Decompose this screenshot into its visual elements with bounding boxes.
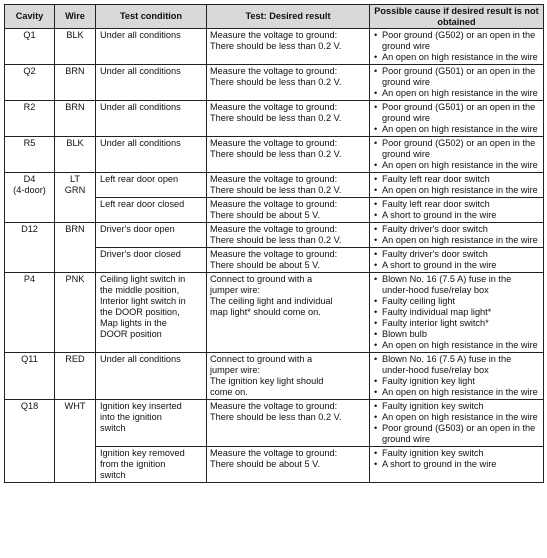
possible-cause-cell <box>370 137 544 173</box>
wire-cell <box>55 273 96 353</box>
result-text: There should be less than 0.2 V. <box>210 235 342 245</box>
cause-item: • Faulty interior light switch* <box>373 318 540 329</box>
cavity-text: D12 <box>21 224 38 234</box>
cause-item: • An open on high resistance in the wire <box>373 387 540 398</box>
cause-item: • Blown No. 16 (7.5 A) fuse in the under-hood fuse/relay box <box>373 274 540 296</box>
header-row <box>5 5 544 29</box>
test-condition-cell <box>96 29 207 65</box>
result-text: jumper wire: <box>210 285 261 295</box>
result-text: There should be about 5 V. <box>210 459 320 469</box>
table-row <box>5 173 544 198</box>
condition-text: Map lights in the <box>100 318 167 328</box>
test-condition-cell <box>96 400 207 447</box>
cause-item: • Faulty left rear door switch <box>373 174 540 185</box>
result-text: Connect to ground with a <box>210 274 313 284</box>
desired-result-cell <box>207 173 370 198</box>
wire-cell <box>55 173 96 223</box>
possible-cause-cell <box>370 173 544 198</box>
cavity-cell <box>5 101 55 137</box>
possible-cause-cell <box>370 101 544 137</box>
result-text: Measure the voltage to ground: <box>210 199 338 209</box>
cause-item: • An open on high resistance in the wire <box>373 340 540 351</box>
wire-cell <box>55 353 96 400</box>
result-text: There should be less than 0.2 V. <box>210 77 342 87</box>
possible-cause-cell <box>370 273 544 353</box>
desired-result-cell <box>207 353 370 400</box>
cause-item: • Faulty ceiling light <box>373 296 540 307</box>
condition-text: Ignition key removed <box>100 448 185 458</box>
desired-result-cell <box>207 400 370 447</box>
result-text: map light* should come on. <box>210 307 321 317</box>
wire-text: GRN <box>64 185 86 195</box>
cause-list <box>373 66 540 99</box>
cause-item: • Blown No. 16 (7.5 A) fuse in the under-hood fuse/relay box <box>373 354 540 376</box>
wire-text: LT <box>69 174 81 184</box>
cause-item: • An open on high resistance in the wire <box>373 88 540 99</box>
cause-item: • Poor ground (G501) or an open in the ground wire <box>373 66 540 88</box>
table-row <box>5 353 544 400</box>
result-text: Measure the voltage to ground: <box>210 174 338 184</box>
condition-text: Under all conditions <box>100 354 181 364</box>
result-text: There should be about 5 V. <box>210 210 320 220</box>
result-text: There should be less than 0.2 V. <box>210 41 342 51</box>
cavity-text: R2 <box>23 102 36 112</box>
cavity-cell <box>5 353 55 400</box>
cavity-cell <box>5 65 55 101</box>
cause-list <box>373 30 540 63</box>
result-text: Measure the voltage to ground: <box>210 224 338 234</box>
cause-list <box>373 401 540 445</box>
desired-result-cell <box>207 248 370 273</box>
wire-cell <box>55 223 96 273</box>
result-text: There should be less than 0.2 V. <box>210 149 342 159</box>
cavity-text: R5 <box>23 138 36 148</box>
cause-item: • A short to ground in the wire <box>373 210 540 221</box>
wire-text: BRN <box>65 66 85 76</box>
header-test-condition: Test condition <box>96 5 207 29</box>
cause-item: • Faulty ignition key switch <box>373 448 540 459</box>
possible-cause-cell <box>370 248 544 273</box>
wire-text: WHT <box>64 401 86 411</box>
possible-cause-cell <box>370 29 544 65</box>
condition-text: switch <box>100 470 126 480</box>
cause-item: • An open on high resistance in the wire <box>373 124 540 135</box>
result-text: The ceiling light and individual <box>210 296 333 306</box>
cause-list <box>373 102 540 135</box>
cause-item: • An open on high resistance in the wire <box>373 52 540 63</box>
header-desired-result: Test: Desired result <box>207 5 370 29</box>
wire-cell <box>55 400 96 483</box>
desired-result-cell <box>207 29 370 65</box>
cause-item: • Faulty individual map light* <box>373 307 540 318</box>
condition-text: Interior light switch in <box>100 296 186 306</box>
wire-cell <box>55 101 96 137</box>
cavity-text: (4-door) <box>13 185 46 195</box>
cavity-cell <box>5 173 55 223</box>
cause-item: • An open on high resistance in the wire <box>373 235 540 246</box>
possible-cause-cell <box>370 223 544 248</box>
desired-result-cell <box>207 273 370 353</box>
wire-text: BLK <box>66 30 84 40</box>
wire-cell <box>55 29 96 65</box>
header-cavity: Cavity <box>5 5 55 29</box>
cavity-text: Q18 <box>20 401 39 411</box>
desired-result-cell <box>207 198 370 223</box>
cause-list <box>373 199 540 221</box>
table-header <box>5 5 544 29</box>
result-text: Measure the voltage to ground: <box>210 401 338 411</box>
test-condition-cell <box>96 223 207 248</box>
result-text: come on. <box>210 387 248 397</box>
table-row <box>5 101 544 137</box>
condition-text: from the ignition <box>100 459 166 469</box>
condition-text: switch <box>100 423 126 433</box>
test-condition-cell <box>96 101 207 137</box>
test-table-container <box>4 4 543 483</box>
header-wire: Wire <box>55 5 96 29</box>
desired-result-cell <box>207 65 370 101</box>
condition-text: Under all conditions <box>100 138 181 148</box>
cause-item: • Poor ground (G502) or an open in the ground wire <box>373 138 540 160</box>
desired-result-cell <box>207 137 370 173</box>
possible-cause-cell <box>370 400 544 447</box>
cause-item: • An open on high resistance in the wire <box>373 160 540 171</box>
cavity-cell <box>5 223 55 273</box>
result-text: jumper wire: <box>210 365 261 375</box>
result-text: Measure the voltage to ground: <box>210 30 338 40</box>
test-condition-cell <box>96 353 207 400</box>
table-row <box>5 400 544 447</box>
result-text: Measure the voltage to ground: <box>210 138 338 148</box>
circuit-test-table <box>4 4 544 483</box>
cavity-text: Q11 <box>21 354 38 364</box>
table-row <box>5 273 544 353</box>
cause-item: • Faulty ignition key light <box>373 376 540 387</box>
cause-item: • Faulty left rear door switch <box>373 199 540 210</box>
cavity-cell <box>5 137 55 173</box>
cavity-cell <box>5 400 55 483</box>
wire-text: BRN <box>65 102 85 112</box>
condition-text: the DOOR position, <box>100 307 180 317</box>
condition-text: Ignition key inserted <box>100 401 182 411</box>
desired-result-cell <box>207 101 370 137</box>
condition-text: DOOR position <box>100 329 162 339</box>
result-text: There should be less than 0.2 V. <box>210 113 342 123</box>
table-row <box>5 65 544 101</box>
cause-list <box>373 448 540 470</box>
cause-item: • Poor ground (G503) or an open in the ground wire <box>373 423 540 445</box>
condition-text: Left rear door open <box>100 174 179 184</box>
result-text: Measure the voltage to ground: <box>210 102 338 112</box>
cause-item: • Faulty driver's door switch <box>373 249 540 260</box>
header-possible-cause: Possible cause if desired result is not obtained <box>370 5 544 29</box>
test-condition-cell <box>96 248 207 273</box>
possible-cause-cell <box>370 447 544 483</box>
cause-item: • A short to ground in the wire <box>373 260 540 271</box>
cause-list <box>373 224 540 246</box>
table-body <box>5 29 544 483</box>
possible-cause-cell <box>370 353 544 400</box>
cause-item: • A short to ground in the wire <box>373 459 540 470</box>
cavity-cell <box>5 29 55 65</box>
wire-text: RED <box>65 354 85 364</box>
table-row <box>5 223 544 248</box>
condition-text: Under all conditions <box>100 30 181 40</box>
cause-list <box>373 174 540 196</box>
wire-text: BLK <box>66 138 84 148</box>
test-condition-cell <box>96 137 207 173</box>
cause-item: • Blown bulb <box>373 329 540 340</box>
result-text: The ignition key light should <box>210 376 324 386</box>
cavity-text: P4 <box>23 274 36 284</box>
possible-cause-cell <box>370 198 544 223</box>
cause-item: • Poor ground (G501) or an open in the ground wire <box>373 102 540 124</box>
wire-cell <box>55 65 96 101</box>
cause-item: • Poor ground (G502) or an open in the ground wire <box>373 30 540 52</box>
cause-item: • An open on high resistance in the wire <box>373 412 540 423</box>
cause-item: • An open on high resistance in the wire <box>373 185 540 196</box>
test-condition-cell <box>96 173 207 198</box>
possible-cause-cell <box>370 65 544 101</box>
condition-text: Driver's door open <box>100 224 175 234</box>
desired-result-cell <box>207 223 370 248</box>
test-condition-cell <box>96 447 207 483</box>
cause-list <box>373 249 540 271</box>
cause-list <box>373 138 540 171</box>
condition-text: Driver's door closed <box>100 249 181 259</box>
cavity-text: Q2 <box>23 66 36 76</box>
wire-text: BRN <box>65 224 85 234</box>
result-text: There should be about 5 V. <box>210 260 320 270</box>
test-condition-cell <box>96 273 207 353</box>
cause-list <box>373 274 540 351</box>
result-text: Connect to ground with a <box>210 354 313 364</box>
result-text: Measure the voltage to ground: <box>210 66 338 76</box>
condition-text: into the ignition <box>100 412 162 422</box>
test-condition-cell <box>96 198 207 223</box>
test-condition-cell <box>96 65 207 101</box>
table-row <box>5 29 544 65</box>
cause-item: • Faulty ignition key switch <box>373 401 540 412</box>
wire-cell <box>55 137 96 173</box>
result-text: Measure the voltage to ground: <box>210 448 338 458</box>
result-text: There should be less than 0.2 V. <box>210 412 342 422</box>
condition-text: the middle position, <box>100 285 180 295</box>
wire-text: PNK <box>65 274 85 284</box>
condition-text: Under all conditions <box>100 66 181 76</box>
cavity-text: Q1 <box>23 30 36 40</box>
condition-text: Left rear door closed <box>100 199 185 209</box>
result-text: Measure the voltage to ground: <box>210 249 338 259</box>
desired-result-cell <box>207 447 370 483</box>
result-text: There should be less than 0.2 V. <box>210 185 342 195</box>
condition-text: Under all conditions <box>100 102 181 112</box>
table-row <box>5 137 544 173</box>
cause-item: • Faulty driver's door switch <box>373 224 540 235</box>
cause-list <box>373 354 540 398</box>
cavity-cell <box>5 273 55 353</box>
condition-text: Ceiling light switch in <box>100 274 186 284</box>
cavity-text: D4 <box>23 174 36 184</box>
